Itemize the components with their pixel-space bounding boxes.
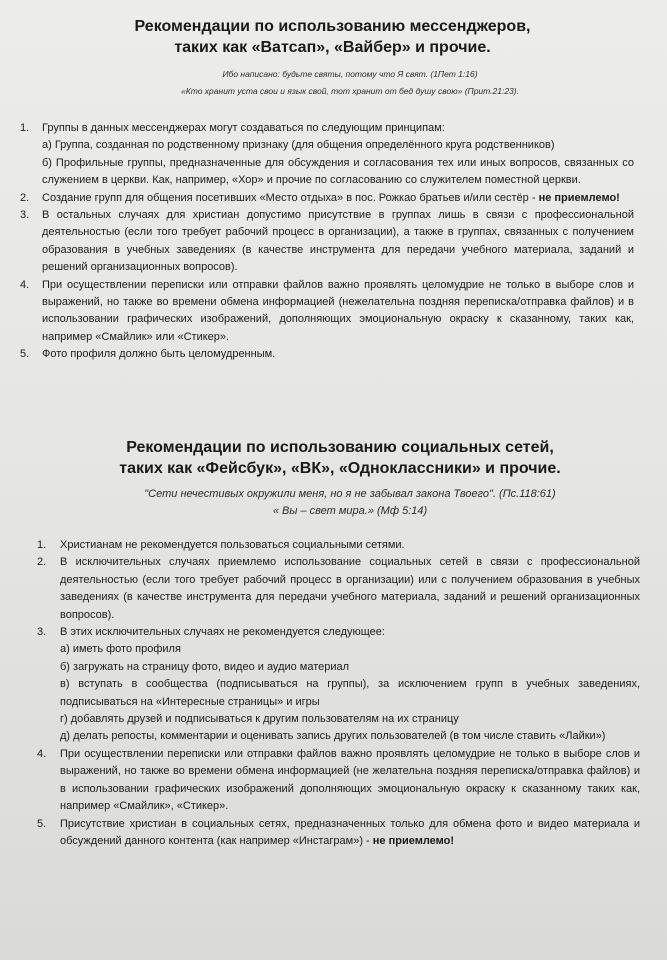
section2-item-3 [37, 624, 640, 746]
warning-text: не приемлемо! [372, 834, 455, 847]
section1-item-4 [20, 277, 634, 347]
item-text: При осуществлении переписки или отправки файлов важно проявлять целомудрие не только в выборе слов и выражений, но также во времени обмена информацией (не желательна поздняя переписка/отправка файлов) и в использовании графических изображений дополняющих эмоциональную окраску к сказанному таких как, например «Смайлик», «Стикер». [60, 747, 640, 813]
section1-epigraph-line2: «Кто хранит уста свои и язык свой, тот хранит от бед душу свою» (Прит.21:23). [181, 86, 519, 96]
item-text: Создание групп для общения посетивших «Место отдыха» в пос. Рожкао братьев и/или сестёр - [42, 191, 539, 204]
item-number: 2. [37, 556, 47, 569]
sub-item-c: в) вступать в сообщества (подписываться на группы), за исключением групп в учебных заведениях, подписываться на «Интересные страницы» и игры [60, 678, 640, 708]
item-number: 3. [37, 626, 47, 639]
item-text: Фото профиля должно быть целомудренным. [42, 348, 276, 361]
section1-item-2 [20, 190, 634, 207]
section2-title-line2: таких как «Фейсбук», «ВК», «Одноклассники» и прочие. [119, 460, 561, 477]
section2-epigraph-line1: "Сети нечестивых окружили меня, но я не забывал закона Твоего". (Пс.118:61) [144, 488, 556, 500]
section1-item-5 [20, 346, 634, 363]
sub-item-e: д) делать репосты, комментарии и оценивать запись других пользователей (в том числе ставить «Лайки») [60, 730, 606, 743]
item-number: 1. [37, 539, 47, 551]
section2-title [95, 437, 585, 479]
item-text: Группы в данных мессенджерах могут создаваться по следующим принципам: [42, 122, 445, 134]
sub-item-a: а) Группа, созданная по родственному признаку (для общения определённого круга родственников) [42, 139, 555, 152]
item-number: 5. [37, 817, 47, 830]
section1-epigraph [120, 66, 580, 100]
section2-list [37, 537, 640, 850]
item-number: 1. [20, 122, 30, 134]
sub-item-d: г) добавлять друзей и подписываться к другим пользователям на их страницу [60, 713, 459, 726]
sub-item-a: а) иметь фото профиля [60, 643, 181, 656]
section1-item-1 [20, 120, 634, 190]
item-text: Присутствие христиан в социальных сетях, предназначенных только для обмена фото и видео материала и обсуждений данного контента (как например «Инстаграм») - [60, 817, 640, 847]
item-text: В исключительных случаях приемлемо использование социальных сетей в связи с профессиональной деятельностью (если того требует рабочий процесс в организации) или с получением образования в учебных заведениях (в качестве инструмента для передачи учебного материала, заданий и решений организационных вопросов). [60, 556, 640, 621]
section1-title [60, 16, 605, 58]
section2-title-line1: Рекомендации по использованию социальных сетей, [126, 439, 554, 456]
section2-item-4 [37, 746, 640, 816]
section1-title-line2: таких как «Ватсап», «Вайбер» и прочие. [174, 39, 491, 56]
item-text: При осуществлении переписки или отправки файлов важно проявлять целомудрие не только в выборе слов и выражений, но также во времени обмена информацией (нежелательна поздняя переписка/отправка файлов) и в использовании графических изображений, дополняющих эмоциональную окраску к сказанному, таких как, например «Смайлик» или «Стикер». [42, 278, 634, 343]
section1-epigraph-line1: Ибо написано: будьте святы, потому что Я свят. (1Пет 1:16) [222, 69, 478, 79]
section2-epigraph-line2: « Вы – свет мира.» (Мф 5:14) [272, 505, 428, 517]
section1-title-line1: Рекомендации по использованию мессенджеров, [134, 18, 531, 35]
item-text: В этих исключительных случаях не рекомендуется следующее: [60, 626, 385, 639]
section2-epigraph [110, 486, 590, 520]
section1-item-3 [20, 207, 634, 277]
section2-item-2 [37, 554, 640, 624]
item-text: Христианам не рекомендуется пользоваться социальными сетями. [60, 539, 405, 551]
item-text: В остальных случаях для христиан допустимо присутствие в группах лишь в связи с профессиональной деятельностью (если того требует рабочий процесс в организации), а также в группах, связанных с получением образования в учебных заведениях (в качестве инструмента для передачи учебного материала, заданий и решений организационных вопросов). [42, 209, 634, 274]
item-number: 4. [37, 747, 47, 760]
section1-list [20, 120, 634, 364]
item-number: 2. [20, 191, 30, 204]
section2-item-1 [37, 537, 640, 554]
sub-item-b: б) загружать на страницу фото, видео и аудио материал [60, 660, 350, 673]
item-number: 3. [20, 209, 30, 222]
item-number: 5. [20, 348, 30, 361]
sub-item-b: б) Профильные группы, предназначенные для обсуждения и согласования тех или иных вопросов, связанных со служением в церкви. Как, например, «Хор» и прочие по согласованию со служителем поместной церкви. [42, 156, 634, 187]
section2-item-5 [37, 816, 640, 851]
warning-text: не приемлемо! [538, 191, 620, 204]
item-number: 4. [20, 278, 30, 291]
